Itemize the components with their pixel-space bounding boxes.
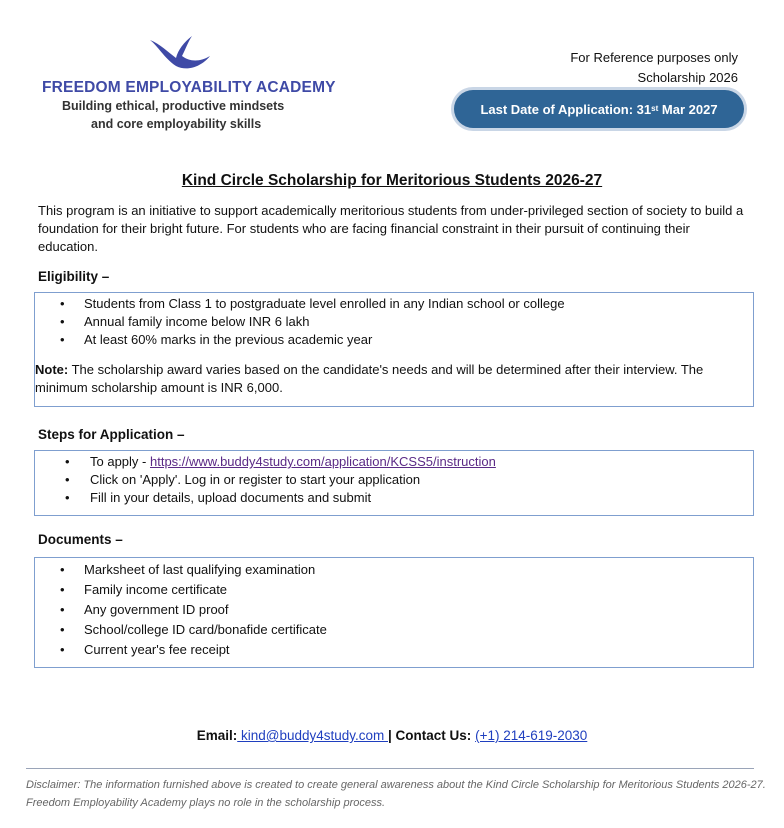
list-item: • School/college ID card/bonafide certificate [35,620,753,640]
deadline-rest: Mar 2027 [658,101,718,117]
reference-note: For Reference purposes only [570,50,738,65]
eligibility-box [34,292,754,407]
list-item: • Current year's fee receipt [35,640,753,660]
apply-link[interactable]: https://www.buddy4study.com/application/KCSS5/instruction [149,454,496,469]
note-text: The scholarship award varies based on the candidate's needs and will be determined after their interview. The minimum scholarship amount is INR 6,000. [35,362,704,395]
list-item: • Fill in your details, upload documents and submit [35,489,753,507]
documents-heading: Documents – [38,532,123,547]
deadline-badge: Last Date of Application: 31 st Mar 2027 [454,90,744,128]
org-tagline-line1: Building ethical, productive mindsets [62,99,285,113]
email-label: Email: [196,728,238,743]
bird-logo-icon [148,36,212,76]
eligibility-list [35,295,753,349]
apply-prefix: To apply - [90,454,150,469]
org-tagline-line2: and core employability skills [91,117,262,131]
page-title: Kind Circle Scholarship for Meritorious Students 2026-27 [181,172,603,189]
contact-separator: | [388,728,392,743]
list-item: • Family income certificate [35,580,753,600]
list-item: • Any government ID proof [35,600,753,620]
list-item: • Marksheet of last qualifying examination [35,560,753,580]
list-item: • At least 60% marks in the previous academic year [35,331,753,349]
eligibility-note [35,361,753,397]
deadline-prefix: Last Date of Application: 31 [480,101,652,117]
contact-line [0,728,784,743]
list-item: • Annual family income below INR 6 lakh [35,313,753,331]
phone-label: Contact Us: [395,728,472,743]
phone-link[interactable]: (+1) 214-619-2030 [475,728,588,743]
email-link[interactable]: kind@buddy4study.com [237,728,388,743]
steps-heading: Steps for Application – [38,427,185,442]
disclaimer: Disclaimer: The information furnished above is created to create general awareness about the Kind Circle Scholarship for Meritorious Students 2026-27. Freedom Employability Academy plays no role in the scholarship process. [26,779,766,809]
intro-paragraph: This program is an initiative to support academically meritorious students from under-privileged section of society to build a foundation for their bright future. For students who are facing financial constraint in their pursuit of continuing their education. [38,203,744,254]
note-label: Note: [35,362,69,377]
org-name: FREEDOM EMPLOYABILITY ACADEMY [42,79,336,96]
steps-list [35,453,753,507]
steps-box [34,450,754,516]
scholarship-year: Scholarship 2026 [637,70,738,85]
list-item: • Click on 'Apply'. Log in or register to start your application [35,471,753,489]
divider [26,768,754,769]
list-item [35,453,753,471]
documents-list [35,560,753,660]
documents-box [34,557,754,668]
eligibility-heading: Eligibility – [38,269,110,284]
list-item: • Students from Class 1 to postgraduate level enrolled in any Indian school or college [35,295,753,313]
